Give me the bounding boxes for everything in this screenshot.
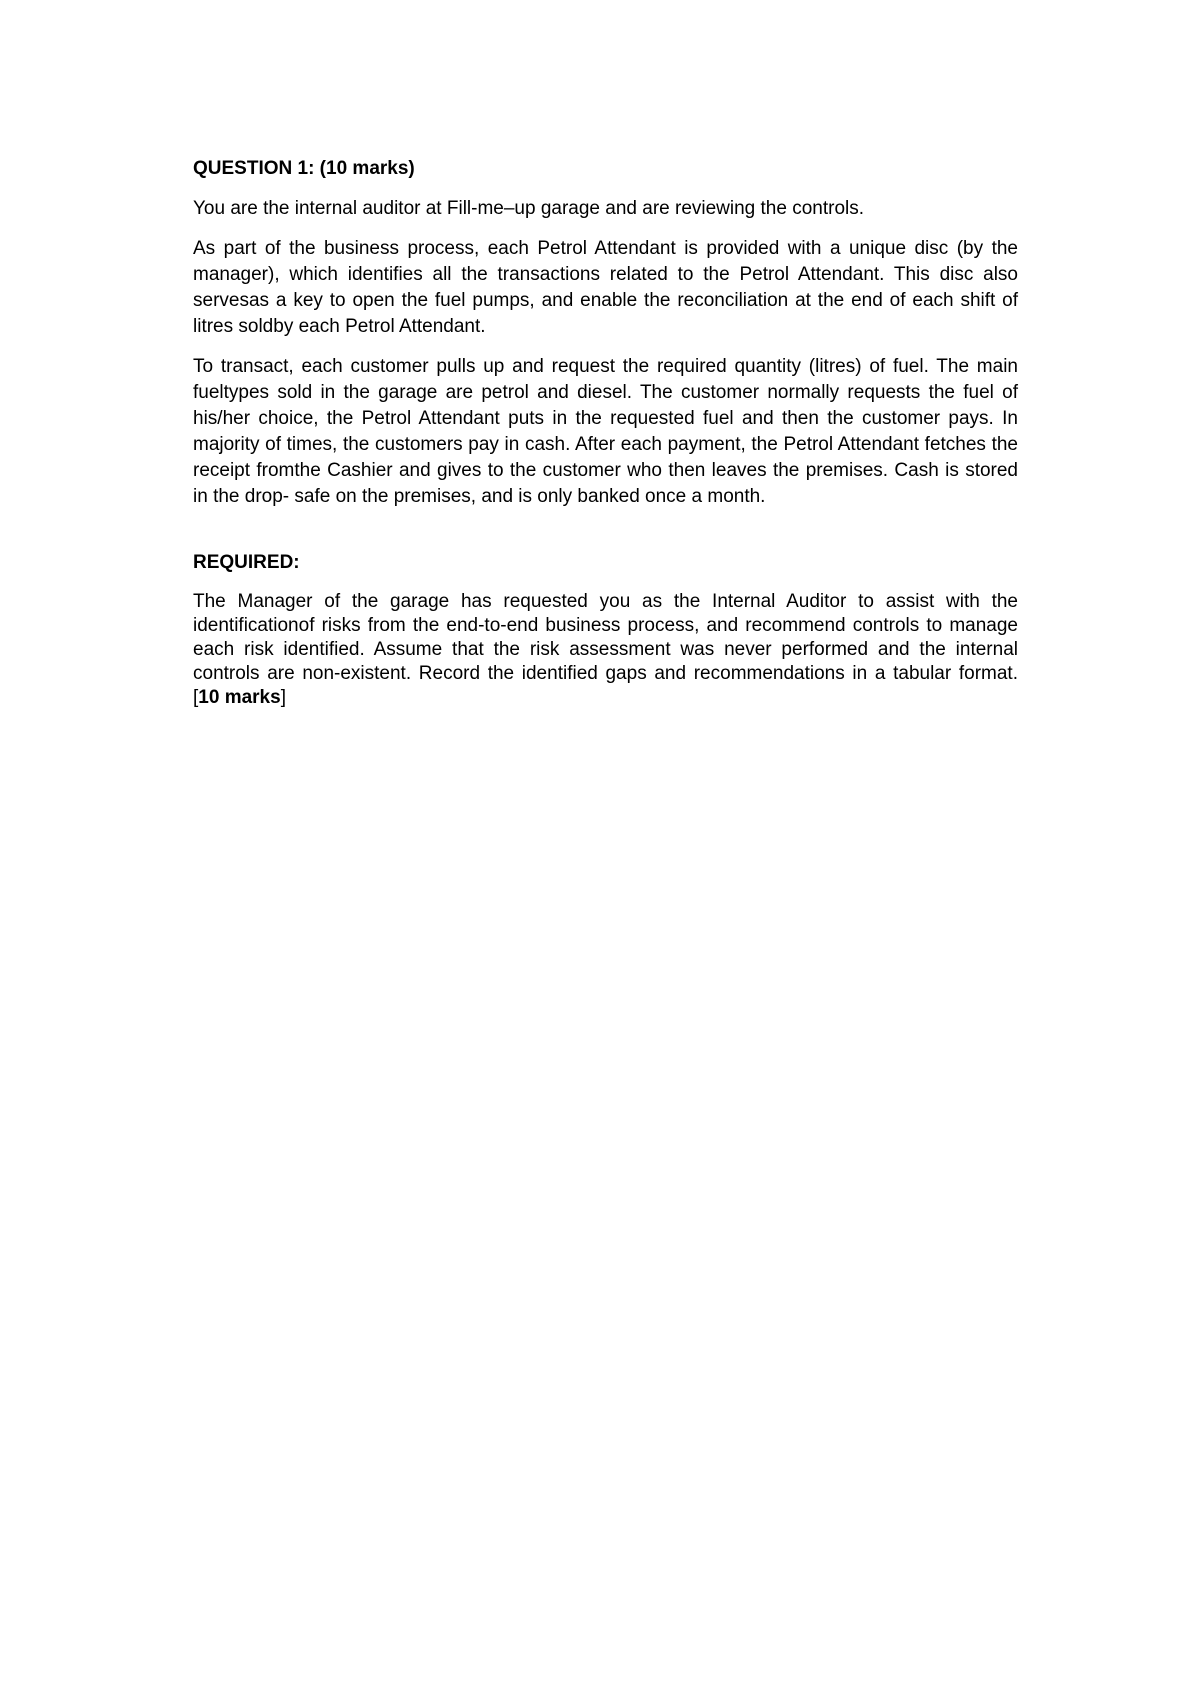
- document-content: [193, 156, 1018, 724]
- required-text: [193, 590, 1018, 710]
- required-body: The Manager of the garage has requested you as the Internal Auditor to assist with the identificationof risks from the end-to-end business process, and recommend controls to manage each risk identified. Assume that the risk assessment was never performed and the internal controls are non-existent. Record the identified gaps and recommendations in a tabular format. [: [193, 591, 1018, 708]
- required-closing: ]: [280, 687, 286, 708]
- question-paragraph-1: As part of the business process, each Petrol Attendant is provided with a unique disc (by the manager), which identifies all the transactions related to the Petrol Attendant. This disc also servesas a key to open the fuel pumps, and enable the reconciliation at the end of each shift of litres soldby each Petrol Attendant.: [193, 238, 1018, 337]
- question-heading: QUESTION 1: (10 marks): [193, 158, 415, 179]
- required-heading: REQUIRED:: [193, 552, 300, 573]
- required-marks: 10 marks: [198, 687, 281, 708]
- question-paragraph-2: To transact, each customer pulls up and request the required quantity (litres) of fuel. The main fueltypes sold in the garage are petrol and diesel. The customer normally requests the fuel of his/her choice, the Petrol Attendant puts in the requested fuel and then the customer pays. In majority of times, the customers pay in cash. After each payment, the Petrol Attendant fetches the receipt fromthe Cashier and gives to the customer who then leaves the premises. Cash is stored in the drop- safe on the premises, and is only banked once a month.: [193, 356, 1018, 507]
- question-intro: You are the internal auditor at Fill-me–up garage and are reviewing the controls.: [193, 198, 865, 219]
